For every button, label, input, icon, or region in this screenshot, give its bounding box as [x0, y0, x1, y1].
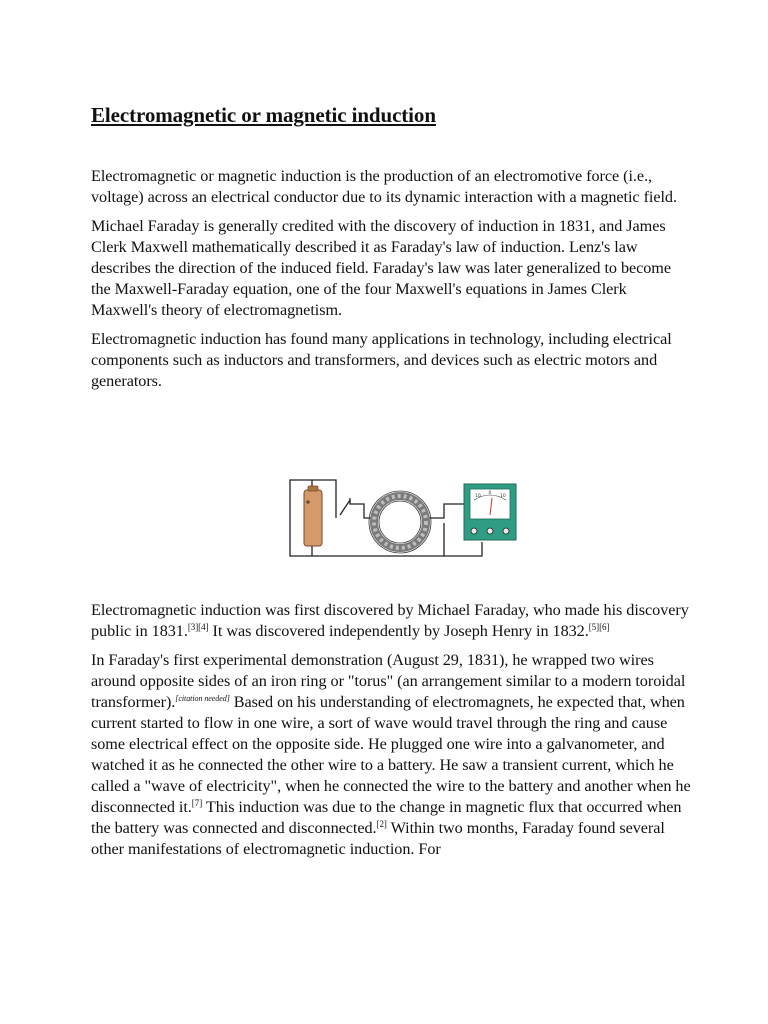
reference-5-6[interactable]: [5][6] — [588, 622, 610, 632]
switch-lever — [340, 500, 350, 515]
history-paragraph-1 — [91, 600, 691, 642]
induction-figure — [91, 400, 691, 600]
history-p1-text-a: Electromagnetic induction was first discovered by Michael Faraday, who made his discovery public in 1831. — [91, 601, 689, 640]
intro-paragraph-3: Electromagnetic induction has found many applications in technology, including electrical components such as inductors and transformers, and devices such as electric motors and generators. — [91, 330, 672, 390]
wire-meter-return — [444, 542, 482, 556]
wire-to-meter — [428, 504, 468, 518]
history-p1-text-b: It was discovered independently by Joseph Henry in 1832. — [208, 622, 589, 640]
citation-needed-tag[interactable]: [citation needed] — [175, 694, 230, 703]
history-p2-text-a: In Faraday's first experimental demonstration (August 29, 1831), he wrapped two wires around opposite sides of an iron ring or "torus" (an arrangement similar to a modern toroidal transformer). — [91, 651, 686, 711]
reference-3-4[interactable]: [3][4] — [187, 622, 209, 632]
galvanometer-icon — [464, 484, 516, 540]
meter-scale-center: 0 — [488, 491, 492, 496]
battery-icon — [304, 486, 322, 546]
history-p2-text-b: Based on his understanding of electromagnets, he expected that, when current started to flow in one wire, a sort of wave would travel through the ring and cause some electrical effect on the opposite side. He plugged one wire into a galvanometer, and watched it as he connected the other wire to a battery. He saw a transient current, which he called a "wave of electricity", when he connected the wire to the battery and another when he disconnected it. — [91, 693, 691, 816]
history-p2-text-c: This induction was due to the change in magnetic flux that occurred when the battery was connected and disconnected. — [91, 798, 682, 837]
intro-paragraph-1: Electromagnetic or magnetic induction is the production of an electromotive force (i.e., voltage) across an electrical conductor due to its dynamic interaction with a magnetic field. — [91, 167, 677, 206]
history-paragraph-2 — [91, 650, 691, 860]
faraday-induction-ring-diagram — [284, 468, 524, 568]
meter-scale-right: 10 — [500, 494, 506, 499]
meter-scale-left: 10 — [475, 494, 481, 499]
reference-7[interactable]: [7] — [191, 798, 203, 808]
reference-2[interactable]: [2] — [376, 819, 387, 829]
document-title: Electromagnetic or magnetic induction — [91, 103, 436, 127]
wire-to-ring-left — [350, 498, 372, 518]
document-page — [91, 102, 691, 868]
history-p2-text-d: Within two months, Faraday found several other manifestations of electromagnetic induction. For — [91, 819, 665, 858]
iron-ring-icon — [369, 491, 431, 553]
intro-paragraph-2: Michael Faraday is generally credited with the discovery of induction in 1831, and James Clerk Maxwell mathematically described it as Faraday's law of induction. Lenz's law describes the direction of the induced field. Faraday's law was later generalized to become the Maxwell-Faraday equation, one of the four Maxwell's equations in James Clerk Maxwell's theory of electromagnetism. — [91, 217, 671, 319]
